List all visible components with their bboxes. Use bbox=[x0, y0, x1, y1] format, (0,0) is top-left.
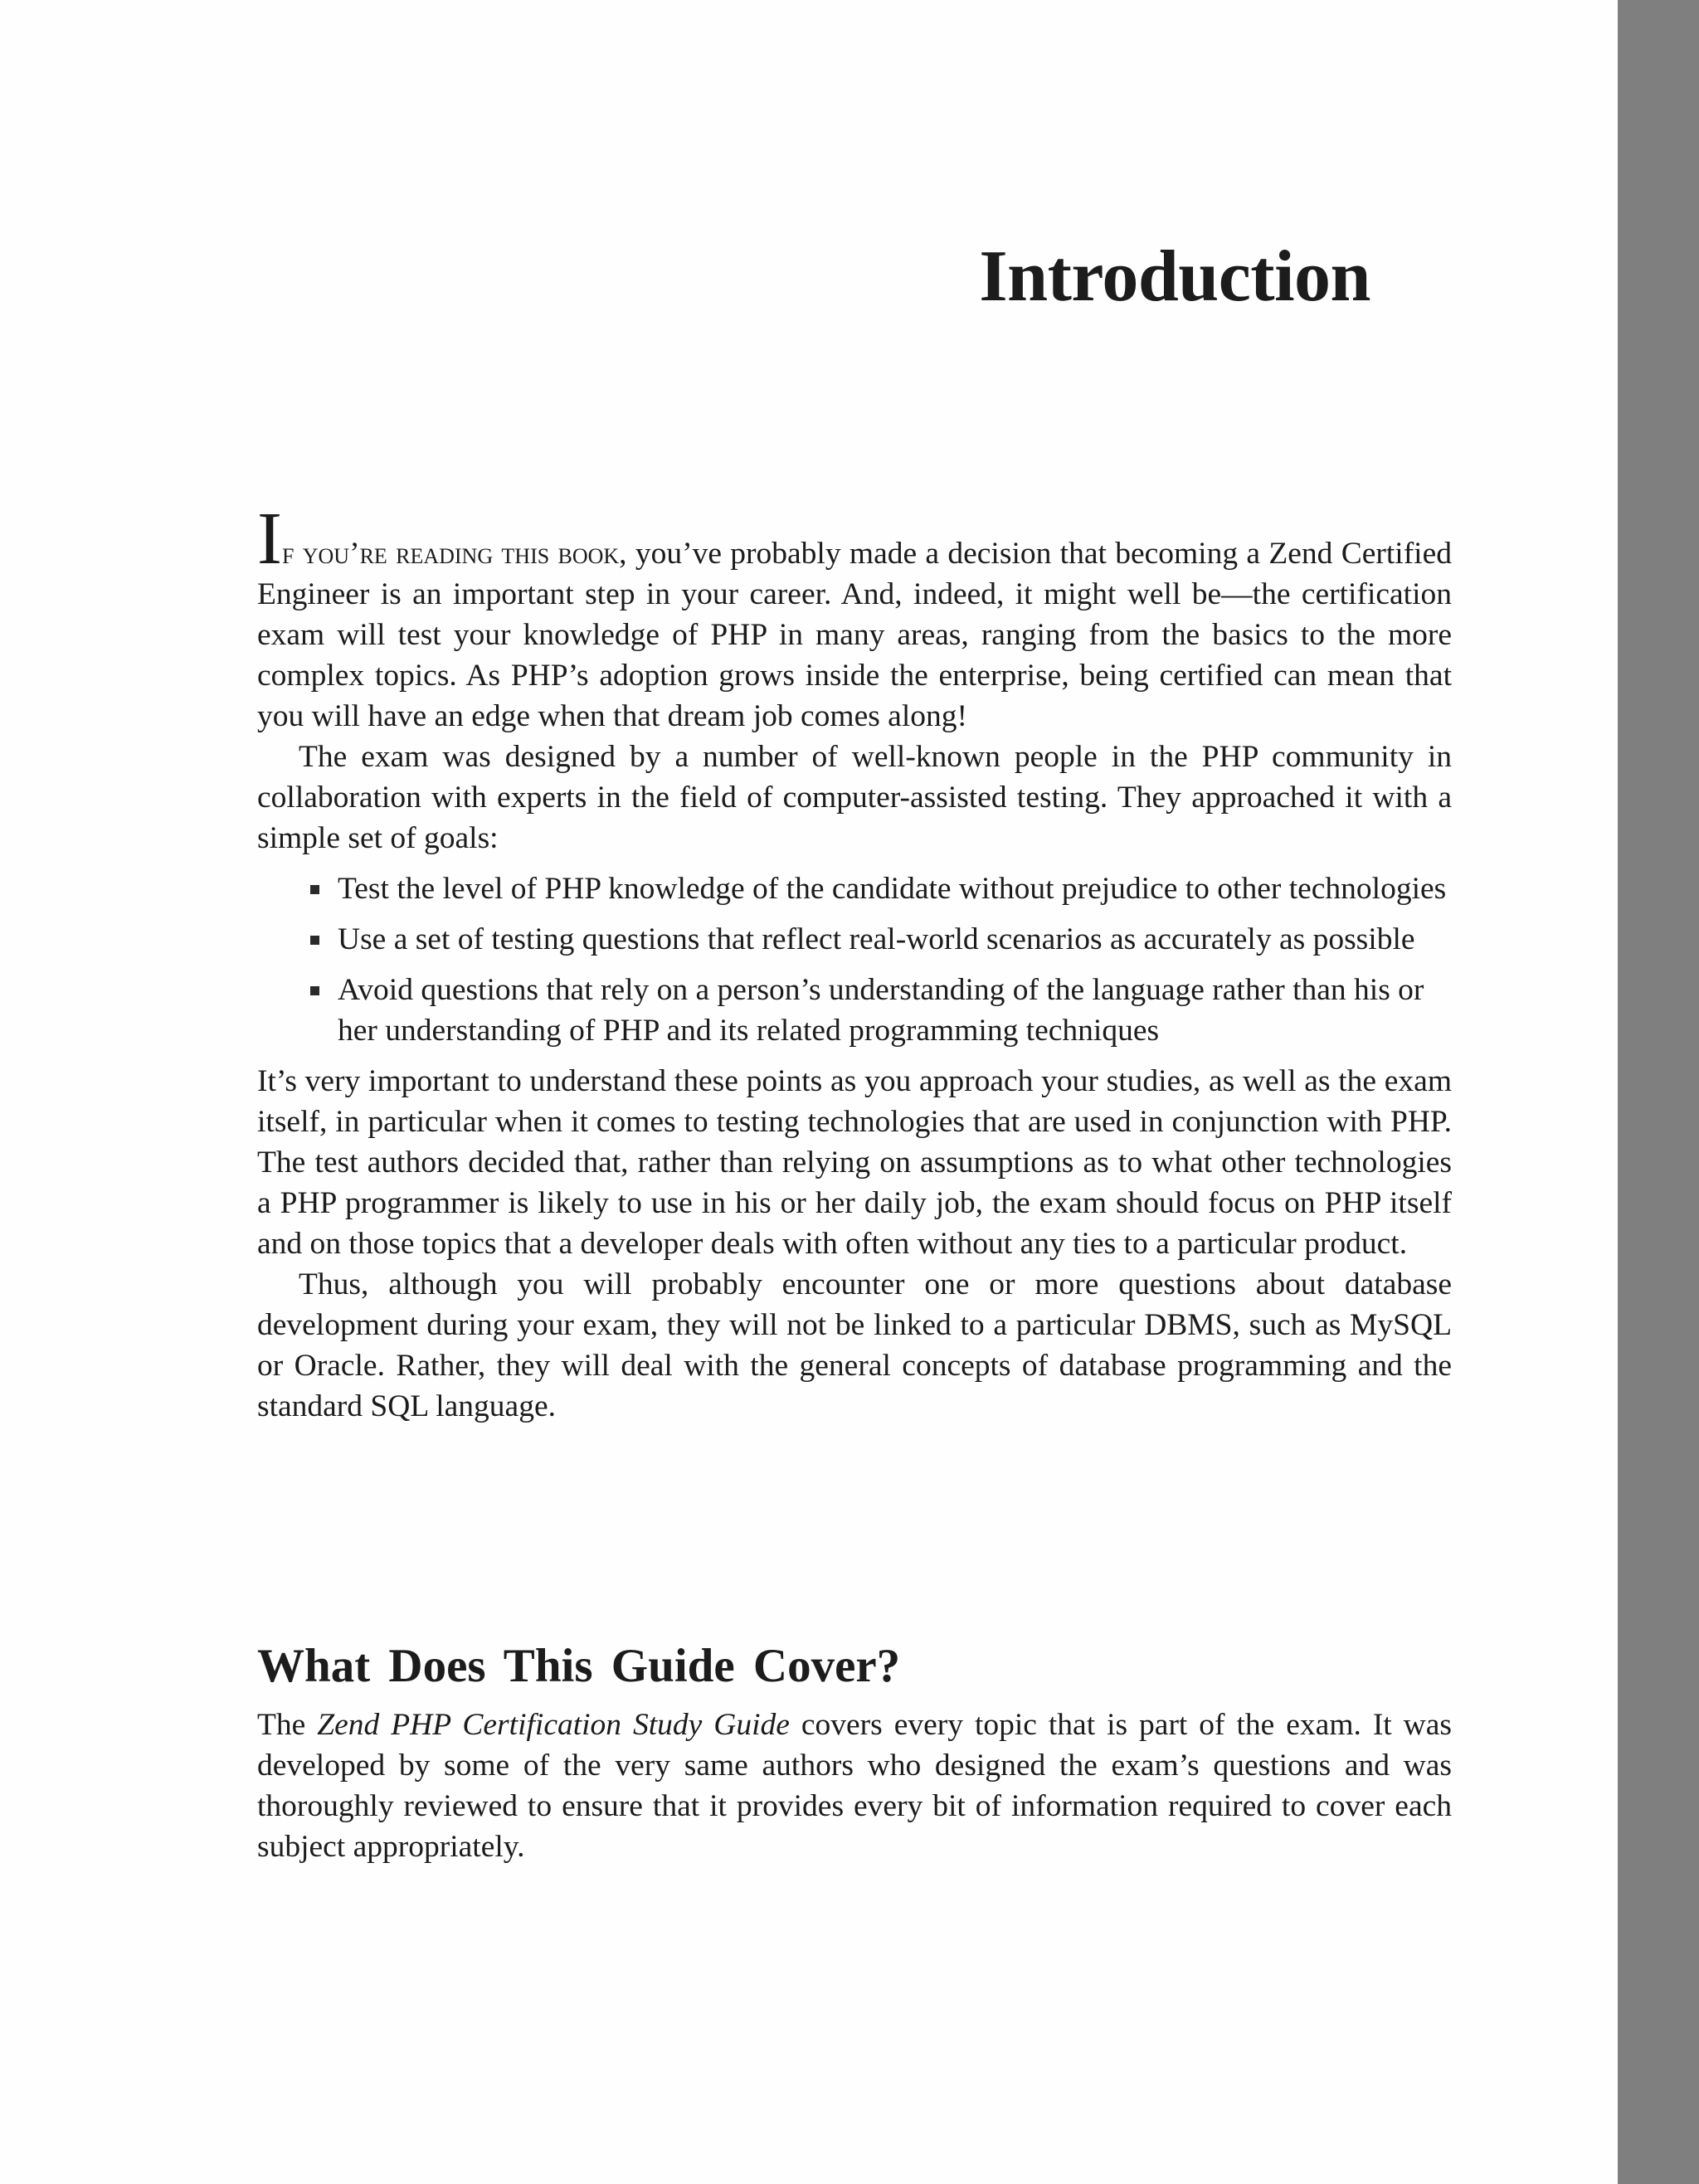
book-title: Zend PHP Certification Study Guide bbox=[317, 1708, 790, 1742]
list-item bbox=[338, 919, 1452, 960]
list-item bbox=[338, 970, 1452, 1051]
list-item-text: Avoid questions that rely on a person’s understanding of the language rather than his or her understanding of PHP and its related programming techniques bbox=[338, 973, 1424, 1048]
section-heading: What Does This Guide Cover? bbox=[257, 1640, 901, 1692]
section-paragraph-start: The bbox=[257, 1708, 318, 1742]
intro-paragraph-1 bbox=[257, 498, 1452, 737]
goals-list bbox=[257, 868, 1452, 1051]
chapter-title: Introduction bbox=[979, 236, 1370, 317]
section-paragraph-1 bbox=[257, 1705, 1452, 1867]
intro-paragraph-3: It’s very important to understand these points as you approach your studies, as well as the exam itself, in particular when it comes to testing technologies that are used in conjunction with PHP. The test authors decided that, rather than relying on assumptions as to what other technologies a PHP programmer is likely to use in his or her daily job, the exam should focus on PHP itself and on those topics that a developer deals with often without any ties to a particular product. bbox=[257, 1064, 1452, 1261]
square-bullet-icon bbox=[310, 885, 319, 894]
section-paragraph-rest: covers every topic that is part of the exam. It was developed by some of the very same authors who designed the exam’s questions and was thoroughly reviewed to ensure that it provides every bit of information required to cover each subject appropriately. bbox=[257, 1708, 1452, 1864]
section-body bbox=[257, 1705, 1452, 1867]
list-item bbox=[338, 868, 1452, 909]
drop-cap: I bbox=[257, 498, 282, 580]
lead-smallcaps: f you’re reading this book bbox=[281, 537, 620, 571]
intro-paragraph-2: The exam was designed by a number of well-known people in the PHP community in collaboration with experts in the field of computer-assisted testing. They approached it with a simple set of goals: bbox=[257, 740, 1452, 855]
list-item-text: Test the level of PHP knowledge of the candidate without prejudice to other technologies bbox=[338, 872, 1447, 906]
square-bullet-icon bbox=[310, 936, 319, 945]
list-item-text: Use a set of testing questions that reflect real-world scenarios as accurately as possible bbox=[338, 922, 1415, 956]
intro-paragraph-4: Thus, although you will probably encounter one or more questions about database development during your exam, they will not be linked to a particular DBMS, such as MySQL or Oracle. Rather, they will deal with the general concepts of database programming and the standard SQL language. bbox=[257, 1267, 1452, 1423]
intro-paragraph-1-text: , you’ve probably made a decision that becoming a Zend Certified Engineer is an important step in your career. And, indeed, it might well be—the certification exam will test your knowledge of PHP in many areas, ranging from the basics to the more complex topics. As PHP’s adoption grows inside the enterprise, being certified can mean that you will have an edge when that dream job comes along! bbox=[257, 537, 1452, 733]
page-edge-bar bbox=[1618, 0, 1699, 2184]
square-bullet-icon bbox=[310, 986, 319, 995]
intro-body bbox=[257, 498, 1452, 1427]
